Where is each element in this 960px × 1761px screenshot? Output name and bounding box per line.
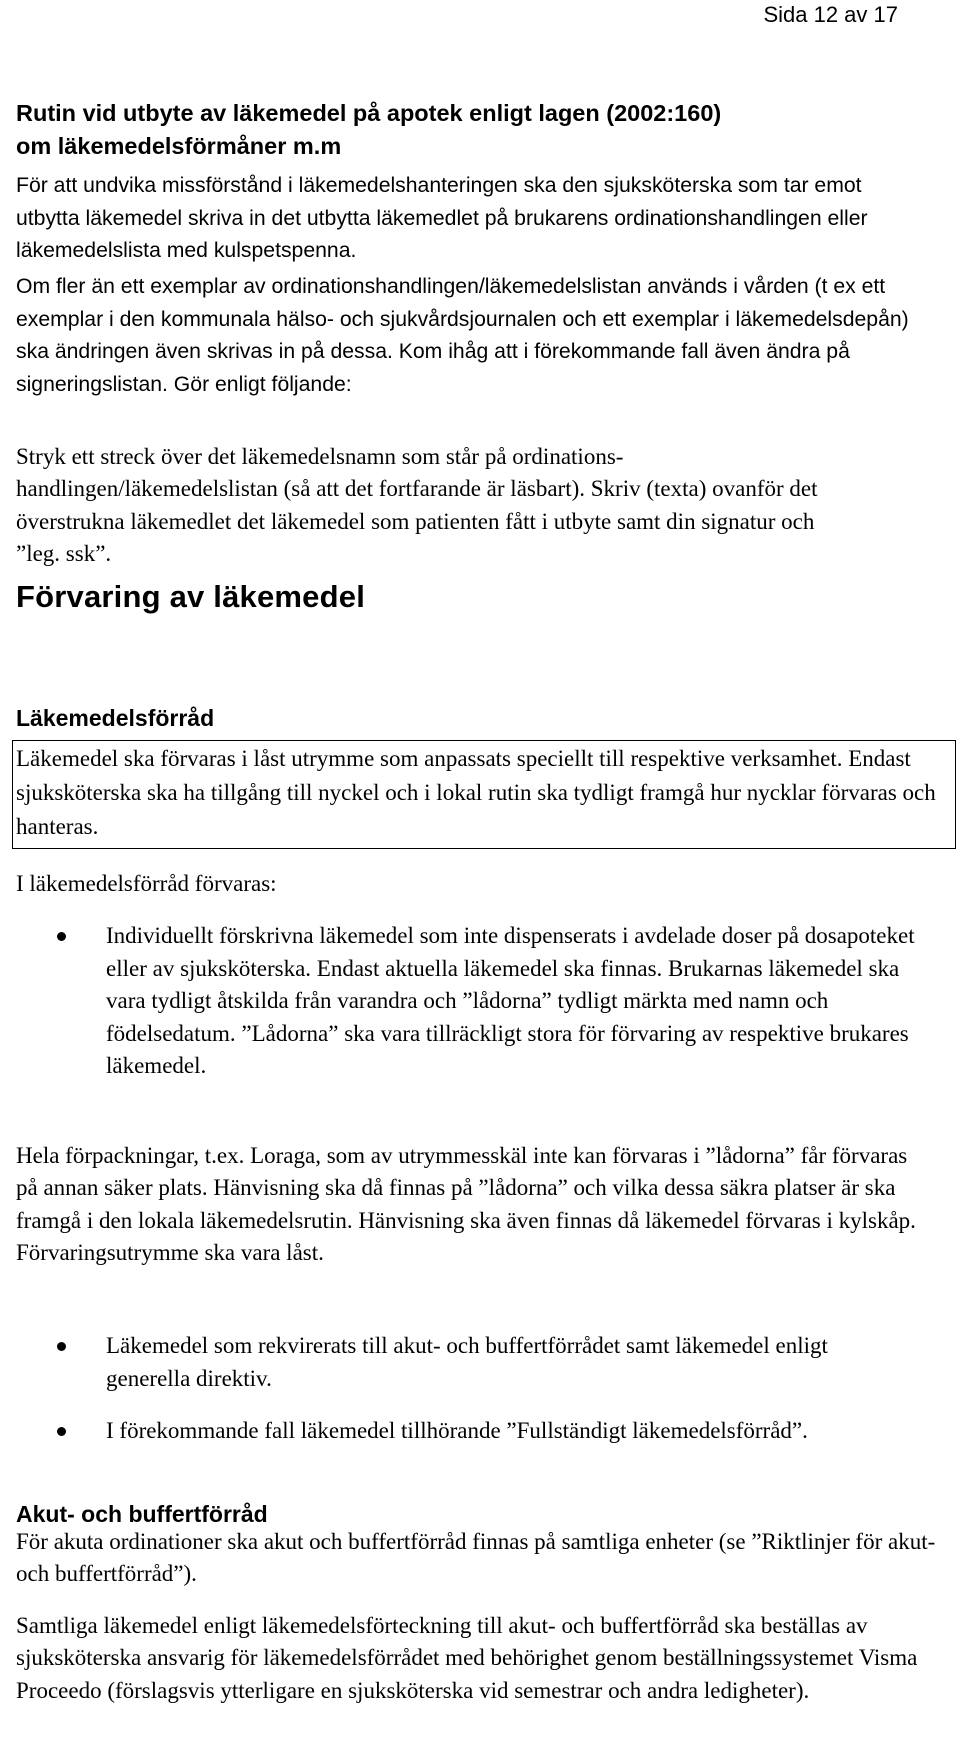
bullet-icon <box>57 932 66 941</box>
section-heading-forvaring: Förvaring av läkemedel <box>16 579 366 614</box>
boxed-notice <box>12 740 956 849</box>
akut-paragraph-1: För akuta ordinationer ska akut och buffertförråd finnas på samtliga enheter (se ”Riktlinjer för akut- och buffertförråd”). <box>16 1529 936 1587</box>
hela-forpackningar-paragraph: Hela förpackningar, t.ex. Loraga, som av utrymmesskäl inte kan förvaras i ”lådorna” får förvaras på annan säker plats. Hänvisning ska då finnas på ”lådorna” och vilka dessa säkra platser är ska framgå i den lokala läkemedelsrutin. Hänvisning ska även finnas då läkemedel förvaras i kylskåp. Förvaringsutrymme ska vara låst. <box>16 1143 916 1265</box>
bullet-icon <box>57 1427 66 1436</box>
boxed-notice-text: Läkemedel ska förvaras i låst utrymme som anpassats speciellt till respektive verksamhet. Endast sjuksköterska ska ha tillgång till nyckel och i lokal rutin ska tydligt framgå hur nycklar förvaras och hanteras. <box>16 746 936 839</box>
subheading-akut-buffertforrad: Akut- och buffertförråd <box>16 1501 268 1527</box>
rutin-paragraph-1: För att undvika missförstånd i läkemedelshanteringen ska den sjuksköterska som tar emot utbytta läkemedel skriva in det utbytta läkemedlet på brukarens ordinationshandlingen eller läkemedelslista med kulspetspenna. <box>16 174 868 262</box>
list-item-text: I förekommande fall läkemedel tillhörande ”Fullständigt läkemedelsförråd”. <box>106 1418 808 1443</box>
rutin-title-line1: Rutin vid utbyte av läkemedel på apotek enligt lagen (2002:160) <box>16 100 722 126</box>
forrad-intro: I läkemedelsförråd förvaras: <box>16 871 277 896</box>
subheading-lakemedelsforrad: Läkemedelsförråd <box>16 705 215 731</box>
rutin-paragraph-3: Stryk ett streck över det läkemedelsnamn som står på ordinations-handlingen/läkemedelslistan (så att det fortfarande är läsbart). Skriv (texta) ovanför det överstrukna läkemedlet det läkemedel som patienten fått i utbyte samt din signatur och ”leg. ssk”. <box>16 444 818 566</box>
rutin-title-line2: om läkemedelsförmåner m.m <box>16 133 342 159</box>
rutin-paragraph-2: Om fler än ett exemplar av ordinationshandlingen/läkemedelslistan används i vården (t ex ett exemplar i den kommunala hälso- och sjukvårdsjournalen och ett exemplar i läkemedelsdepån) ska ändringen även skrivas in på dessa. Kom ihåg att i förekommande fall även ändra på signeringslistan. Gör enligt följande: <box>16 275 909 396</box>
page-number: Sida 12 av 17 <box>763 2 898 27</box>
bullet-icon <box>57 1342 66 1351</box>
list-item-text: Individuellt förskrivna läkemedel som inte dispenserats i avdelade doser på dosapoteket eller av sjuksköterska. Endast aktuella läkemedel ska finnas. Brukarnas läkemedel ska vara tydligt åtskilda från varandra och ”lådorna” tydligt märkta med namn och födelsedatum. ”Lådorna” ska vara tillräckligt stora för förvaring av respektive brukares läkemedel. <box>106 923 915 1078</box>
list-item-text: Läkemedel som rekvirerats till akut- och buffertförrådet samt läkemedel enligt generella direktiv. <box>106 1333 828 1391</box>
akut-paragraph-2: Samtliga läkemedel enligt läkemedelsförteckning till akut- och buffertförråd ska beställas av sjuksköterska ansvarig för läkemedelsförrådet med behörighet genom beställningssystemet Visma Proceedo (förslagsvis ytterligare en sjuksköterska vid semestrar och andra ledigheter). <box>16 1613 918 1703</box>
rutin-title <box>16 97 921 163</box>
